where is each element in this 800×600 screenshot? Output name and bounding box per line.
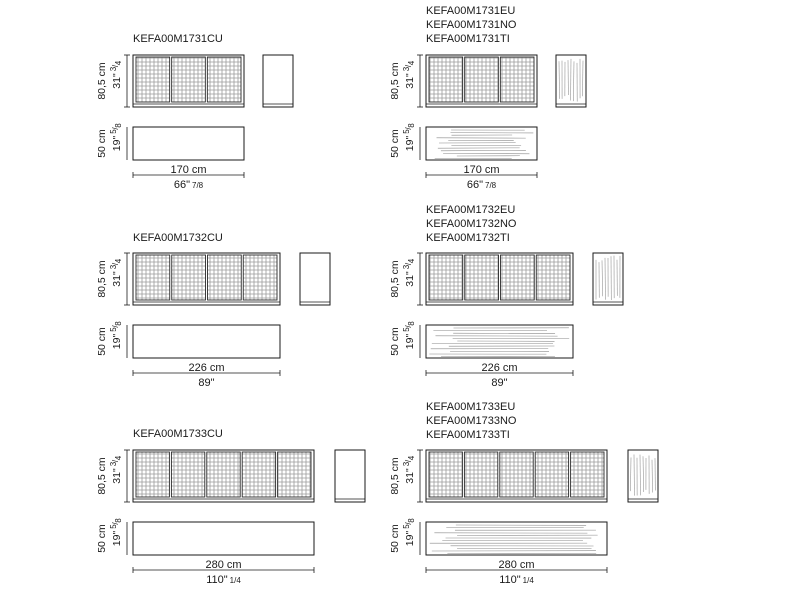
height-cm-label: 80,5 cm (96, 62, 108, 100)
drawing-kefa00m1731cu (96, 33, 293, 191)
width-inch-fraction: 1/4 (522, 576, 534, 585)
depth-inch-label (402, 321, 416, 349)
height-inch-label-whole: 31" (111, 271, 123, 287)
product-code: KEFA00M1731TI (426, 33, 510, 45)
width-inch-label (491, 377, 507, 389)
depth-inch-label-whole: 19" (111, 135, 123, 152)
fraction-numerator: 3 (109, 66, 118, 72)
width-cm-label: 170 cm (463, 164, 500, 176)
product-code: KEFA00M1731NO (426, 19, 517, 31)
width-inch-whole: 89" (491, 377, 508, 389)
height-inch-label-fraction (109, 60, 123, 71)
height-inch-label (402, 60, 416, 88)
height-cm-label: 80,5 cm (389, 457, 401, 495)
fraction-denominator: 4 (407, 60, 416, 66)
fraction-denominator: 4 (114, 455, 123, 461)
fraction-slash: / (111, 459, 120, 463)
fraction-denominator: 4 (114, 258, 123, 264)
side-elevation (300, 253, 330, 305)
fraction-denominator: 4 (114, 60, 123, 66)
height-inch-label-whole: 31" (404, 468, 416, 484)
door-panel (571, 452, 604, 497)
door-panel (429, 452, 462, 497)
depth-cm-label: 50 cm (96, 524, 108, 553)
product-code: KEFA00M1731CU (133, 33, 223, 45)
door-panel (136, 255, 170, 300)
height-inch-label (402, 455, 416, 483)
door-panel (500, 57, 534, 102)
width-inch-whole: 66" (466, 179, 484, 191)
depth-inch-label-fraction (402, 321, 416, 332)
fraction-slash: / (111, 127, 120, 130)
fraction-denominator: 8 (407, 518, 416, 523)
height-inch-label-fraction (109, 455, 123, 466)
door-panel (243, 255, 277, 300)
width-inch-label (206, 574, 241, 586)
width-inch-label (467, 179, 497, 191)
height-cm-label: 80,5 cm (96, 457, 108, 495)
depth-cm-label: 50 cm (96, 327, 108, 356)
depth-inch-label-whole: 19" (404, 333, 416, 350)
depth-cm-label: 50 cm (389, 327, 401, 356)
fraction-numerator: 5 (402, 327, 411, 332)
depth-inch-label-whole: 19" (404, 530, 416, 547)
fraction-numerator: 5 (109, 129, 118, 134)
product-code: KEFA00M1733EU (426, 401, 516, 413)
product-code: KEFA00M1732EU (426, 204, 516, 216)
width-inch-label (198, 377, 214, 389)
depth-inch-label (402, 518, 416, 546)
fraction-slash: / (111, 64, 120, 68)
fraction-slash: / (404, 325, 413, 328)
height-inch-label-whole: 31" (111, 73, 123, 89)
height-inch-label (109, 60, 123, 88)
top-view (133, 522, 314, 555)
door-panel (465, 255, 499, 300)
width-inch-label (499, 574, 534, 586)
door-panel (208, 255, 242, 300)
door-panel (172, 255, 206, 300)
depth-inch-label-fraction (109, 518, 123, 529)
height-inch-label-whole: 31" (111, 468, 123, 484)
drawing-kefa00m1733eu (389, 401, 658, 586)
door-panel (136, 452, 169, 497)
fraction-denominator: 4 (407, 258, 416, 264)
fraction-numerator: 5 (402, 129, 411, 134)
width-inch-whole: 89" (198, 377, 215, 389)
door-panel (501, 255, 535, 300)
top-view (426, 127, 537, 160)
product-code: KEFA00M1731EU (426, 5, 516, 17)
product-code: KEFA00M1732CU (133, 232, 223, 244)
fraction-numerator: 5 (402, 524, 411, 529)
fraction-numerator: 3 (402, 66, 411, 72)
height-cm-label: 80,5 cm (389, 260, 401, 298)
product-code: KEFA00M1733CU (133, 428, 223, 440)
fraction-denominator: 4 (407, 455, 416, 461)
depth-inch-label-whole: 19" (111, 530, 123, 547)
door-panel (429, 57, 463, 102)
height-inch-label-fraction (402, 455, 416, 466)
depth-inch-label-whole: 19" (404, 135, 416, 152)
door-panel (278, 452, 311, 497)
fraction-slash: / (404, 262, 413, 266)
fraction-denominator: 8 (114, 321, 123, 326)
depth-inch-label (402, 123, 416, 151)
door-panel (535, 452, 568, 497)
depth-inch-label-fraction (109, 321, 123, 332)
height-inch-label (109, 258, 123, 286)
door-panel (500, 452, 533, 497)
fraction-slash: / (111, 325, 120, 328)
depth-inch-label-fraction (402, 123, 416, 134)
fraction-numerator: 3 (402, 264, 411, 270)
drawing-kefa00m1733cu (96, 428, 365, 586)
depth-inch-label-fraction (402, 518, 416, 529)
height-inch-label-whole: 31" (404, 271, 416, 287)
height-inch-label-fraction (402, 60, 416, 71)
width-inch-fraction: 7/8 (485, 181, 497, 190)
fraction-denominator: 8 (114, 518, 123, 523)
door-panel (207, 452, 240, 497)
side-elevation (335, 450, 365, 502)
depth-inch-label-whole: 19" (111, 333, 123, 350)
product-code: KEFA00M1732NO (426, 218, 517, 230)
height-cm-label: 80,5 cm (389, 62, 401, 100)
fraction-numerator: 3 (402, 461, 411, 467)
top-view (133, 127, 244, 160)
depth-inch-label (109, 123, 123, 151)
width-inch-whole: 110" (499, 574, 521, 586)
fraction-denominator: 8 (407, 123, 416, 128)
width-cm-label: 280 cm (205, 559, 242, 571)
door-panel (171, 452, 204, 497)
height-inch-label (109, 455, 123, 483)
product-code: KEFA00M1733TI (426, 429, 510, 441)
top-view (426, 522, 607, 555)
door-panel (136, 57, 170, 102)
side-elevation (263, 55, 293, 107)
fraction-denominator: 8 (407, 321, 416, 326)
depth-cm-label: 50 cm (389, 524, 401, 553)
fraction-numerator: 3 (109, 264, 118, 270)
height-inch-label-fraction (109, 258, 123, 269)
fraction-numerator: 5 (109, 327, 118, 332)
width-inch-whole: 66" (173, 179, 191, 191)
fraction-slash: / (404, 459, 413, 463)
height-cm-label: 80,5 cm (96, 260, 108, 298)
fraction-denominator: 8 (114, 123, 123, 128)
door-panel (536, 255, 570, 300)
width-cm-label: 280 cm (498, 559, 535, 571)
drawing-kefa00m1731eu (389, 5, 586, 191)
height-inch-label-whole: 31" (404, 73, 416, 89)
product-code: KEFA00M1733NO (426, 415, 517, 427)
product-code: KEFA00M1732TI (426, 232, 510, 244)
width-inch-fraction: 1/4 (229, 576, 241, 585)
height-inch-label (402, 258, 416, 286)
door-panel (464, 452, 497, 497)
door-panel (465, 57, 499, 102)
depth-inch-label (109, 518, 123, 546)
fraction-slash: / (111, 262, 120, 266)
width-cm-label: 170 cm (170, 164, 207, 176)
fraction-slash: / (404, 127, 413, 130)
door-panel (242, 452, 275, 497)
depth-inch-label-fraction (109, 123, 123, 134)
fraction-numerator: 3 (109, 461, 118, 467)
depth-cm-label: 50 cm (389, 129, 401, 158)
fraction-slash: / (404, 64, 413, 68)
width-cm-label: 226 cm (481, 362, 518, 374)
width-inch-label (174, 179, 204, 191)
door-panel (172, 57, 206, 102)
fraction-slash: / (111, 522, 120, 525)
depth-inch-label (109, 321, 123, 349)
depth-cm-label: 50 cm (96, 129, 108, 158)
door-panel (207, 57, 241, 102)
width-cm-label: 226 cm (188, 362, 225, 374)
height-inch-label-fraction (402, 258, 416, 269)
fraction-numerator: 5 (109, 524, 118, 529)
drawing-kefa00m1732eu (389, 204, 623, 389)
width-inch-fraction: 7/8 (192, 181, 204, 190)
width-inch-whole: 110" (206, 574, 228, 586)
door-panel (429, 255, 463, 300)
fraction-slash: / (404, 522, 413, 525)
top-view (133, 325, 280, 358)
drawing-kefa00m1732cu (96, 232, 330, 389)
